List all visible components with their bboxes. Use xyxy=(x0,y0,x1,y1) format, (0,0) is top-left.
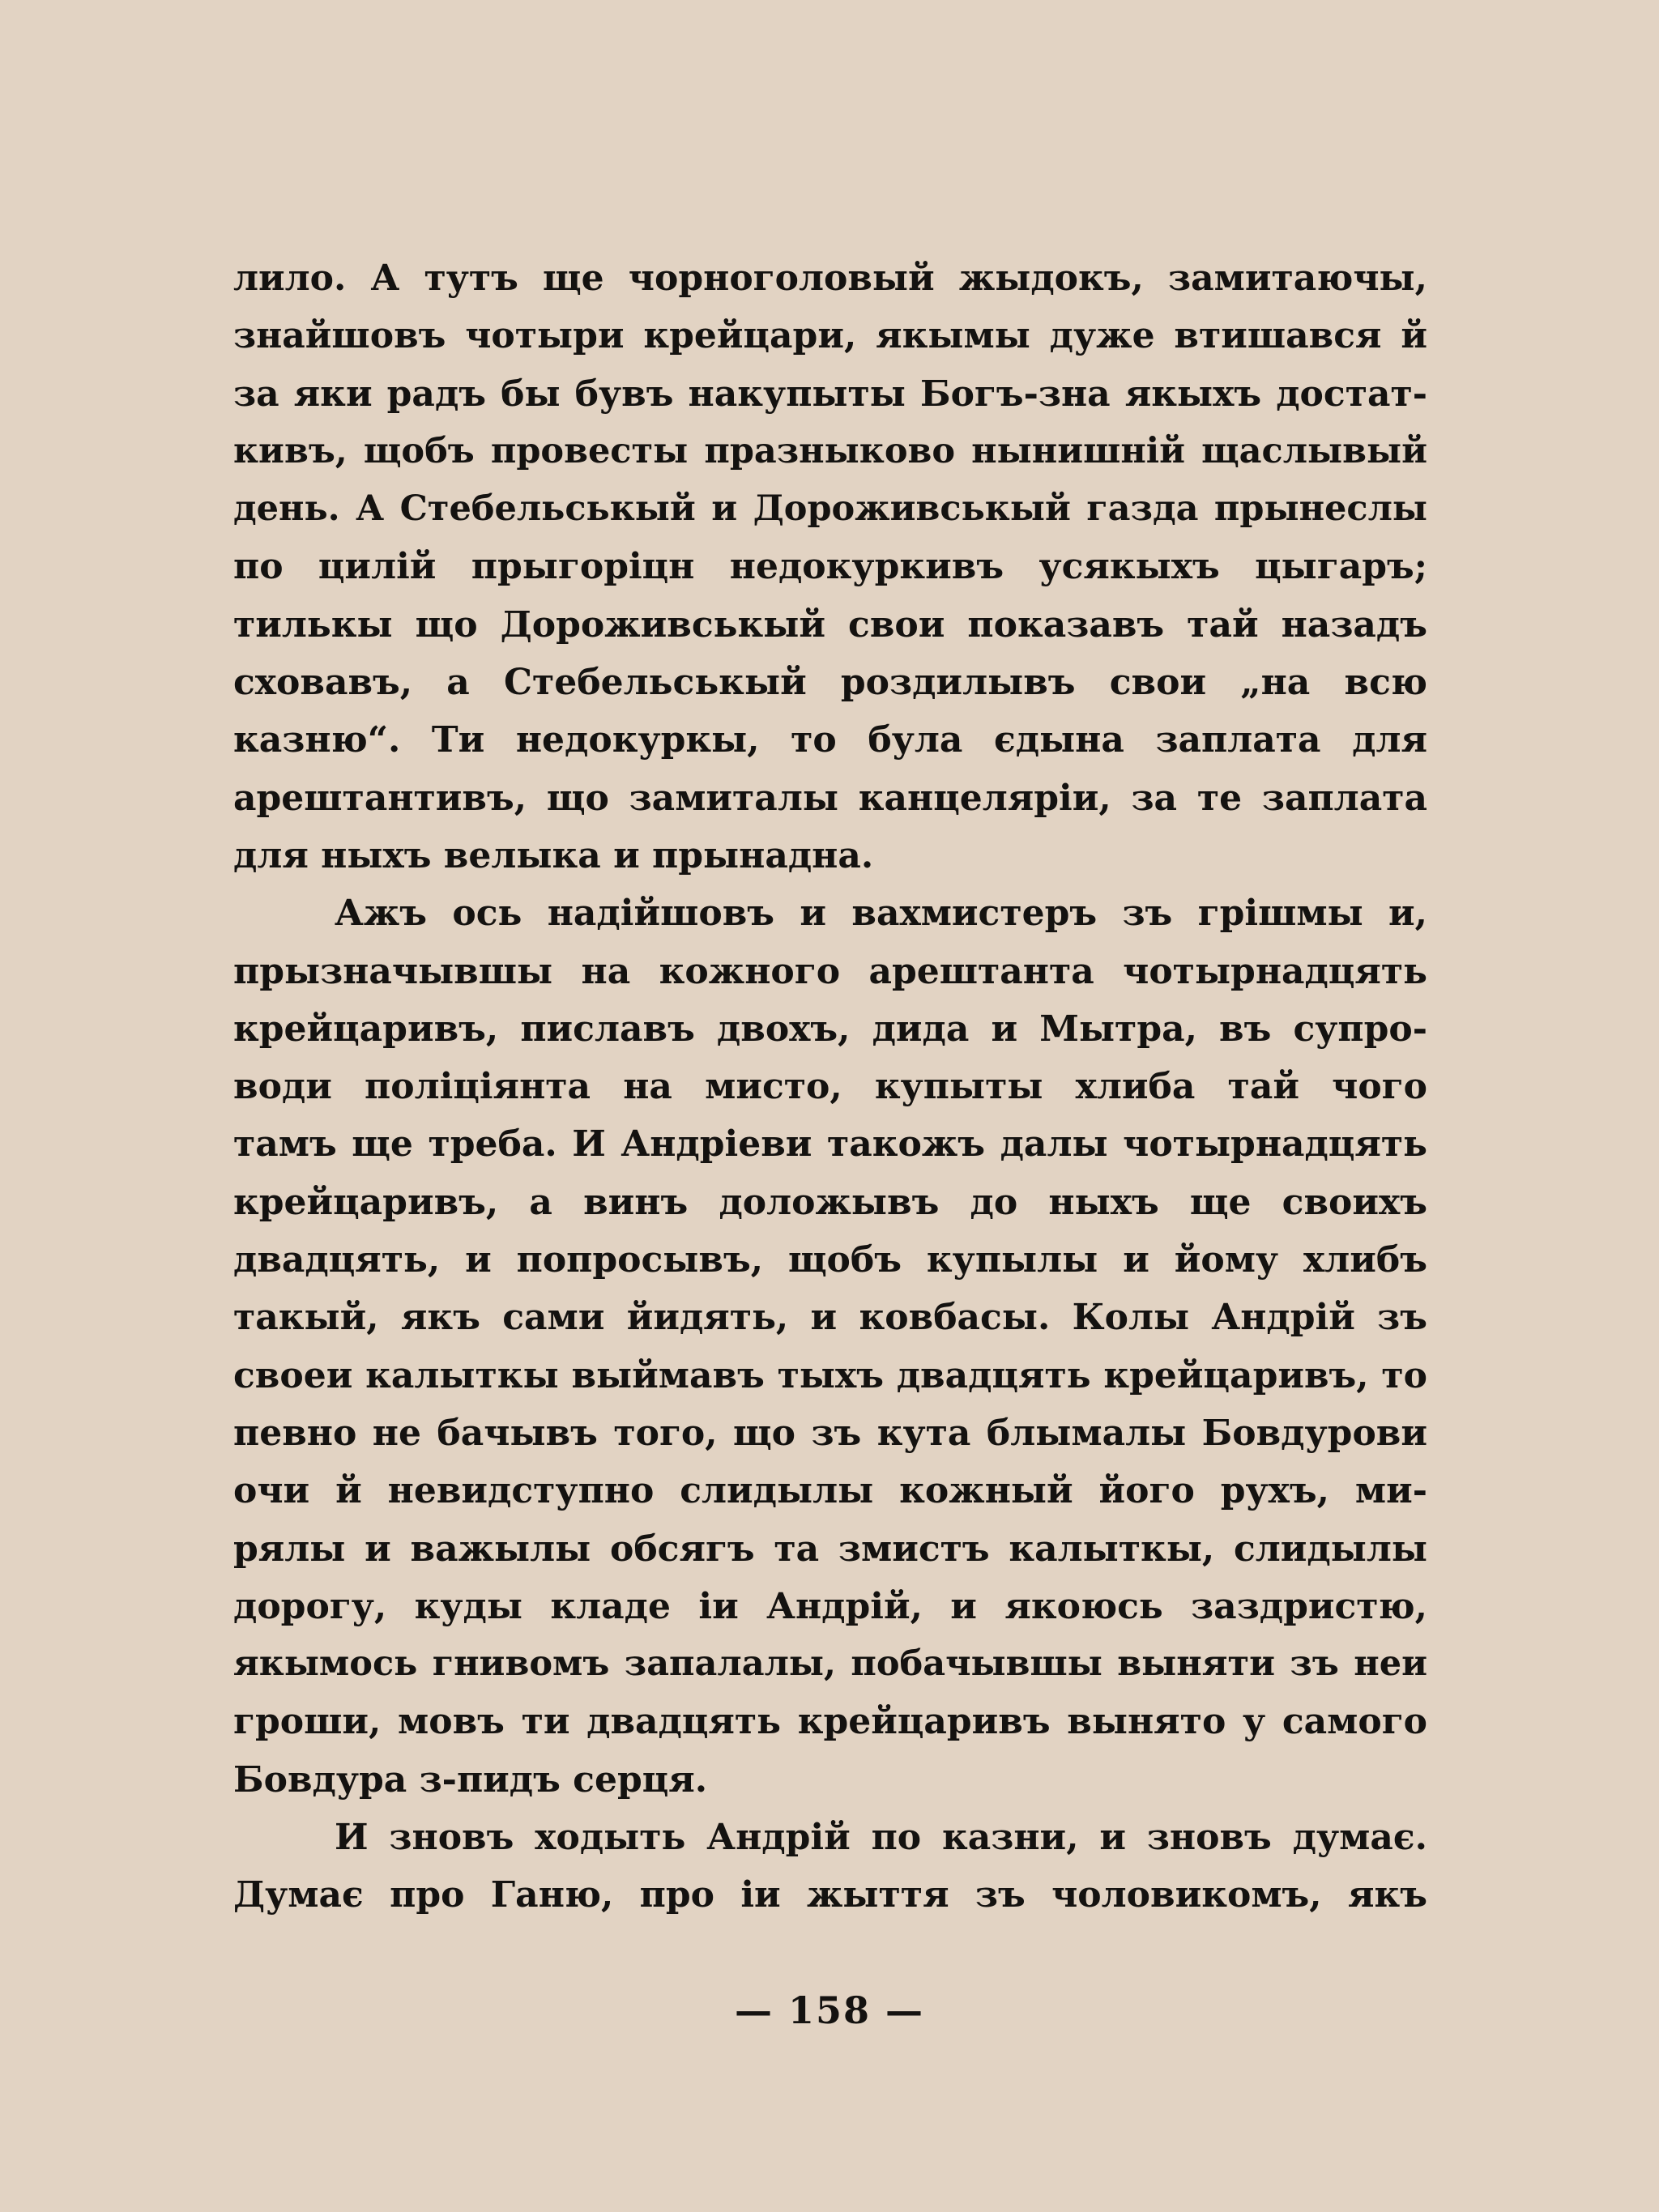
text-line: крейцаривъ, а винъ доложывъ до ныхъ ще своихъ xyxy=(233,1181,1427,1223)
text-line: дорогу, куды кладе іи Андрій, и якоюсь заздристю, xyxy=(233,1585,1427,1627)
text-line: по цилій прыгоріцн недокуркивъ усякыхъ цыгаръ; xyxy=(233,546,1427,588)
text-line: за яки радъ бы бувъ накупыты Богъ-зна якыхъ достат- xyxy=(233,373,1427,415)
text-line: двадцять, и попросывъ, щобъ купылы и йому хлибъ xyxy=(233,1239,1427,1281)
text-line: знайшовъ чотыри крейцари, якымы дуже втишався й xyxy=(233,315,1427,357)
text-line: кивъ, щобъ провесты празныково нынишній щаслывый xyxy=(233,430,1427,471)
text-line: сховавъ, а Стебельськый роздилывъ свои „на всю xyxy=(233,662,1427,704)
paragraph-start-line: Ажъ ось надійшовъ и вахмистеръ зъ грішмы и, xyxy=(335,893,1427,935)
body-text xyxy=(233,249,1427,1924)
text-line: якымось гнивомъ запалалы, побачывшы выняти зъ неи xyxy=(233,1643,1427,1685)
text-line: лило. А тутъ ще чорноголовый жыдокъ, замитаючы, xyxy=(233,258,1427,299)
text-line: день. А Стебельськый и Дороживськый газда прынеслы xyxy=(233,488,1427,530)
text-line: води поліціянта на мисто, купыты хлиба тай чого xyxy=(233,1066,1427,1108)
text-line: гроши, мовъ ти двадцять крейцаривъ вынято у самого xyxy=(233,1701,1427,1743)
text-line: певно не бачывъ того, що зъ кута блымалы Бовдурови xyxy=(233,1412,1427,1454)
text-line: прызначывшы на кожного арештанта чотырнадцять xyxy=(233,950,1427,992)
paragraph-start-line: И зновъ ходыть Андрій по казни, и зновъ думає. xyxy=(335,1817,1427,1859)
text-line: такый, якъ сами йидять, и ковбасы. Колы Андрій зъ xyxy=(233,1297,1427,1339)
text-line: очи й невидступно слидылы кожный його рухъ, ми- xyxy=(233,1470,1427,1512)
text-line: арештантивъ, що замиталы канцеляріи, за те заплата xyxy=(233,777,1427,819)
text-line: тилькы що Дороживськый свои показавъ тай назадъ xyxy=(233,603,1427,646)
text-line: крейцаривъ, пиславъ двохъ, дида и Мытра, въ супро- xyxy=(233,1008,1427,1050)
text-line: тамъ ще треба. И Андріеви такожъ далы чотырнадцять xyxy=(233,1123,1427,1166)
page-number: — 158 — xyxy=(734,1988,925,2032)
text-line: казню“. Ти недокуркы, то була єдына заплата для xyxy=(233,719,1427,761)
paragraph-end-line: для ныхъ велыка и прынадна. xyxy=(233,834,874,876)
text-line: рялы и важылы обсягъ та змистъ калыткы, слидылы xyxy=(233,1528,1427,1570)
text-line: Думає про Ганю, про іи жыття зъ чоловикомъ, якъ xyxy=(233,1874,1427,1916)
paragraph-end-line: Бовдура з-пидъ серця. xyxy=(233,1758,708,1801)
text-line: своеи калыткы выймавъ тыхъ двадцять крейцаривъ, то xyxy=(233,1354,1427,1396)
